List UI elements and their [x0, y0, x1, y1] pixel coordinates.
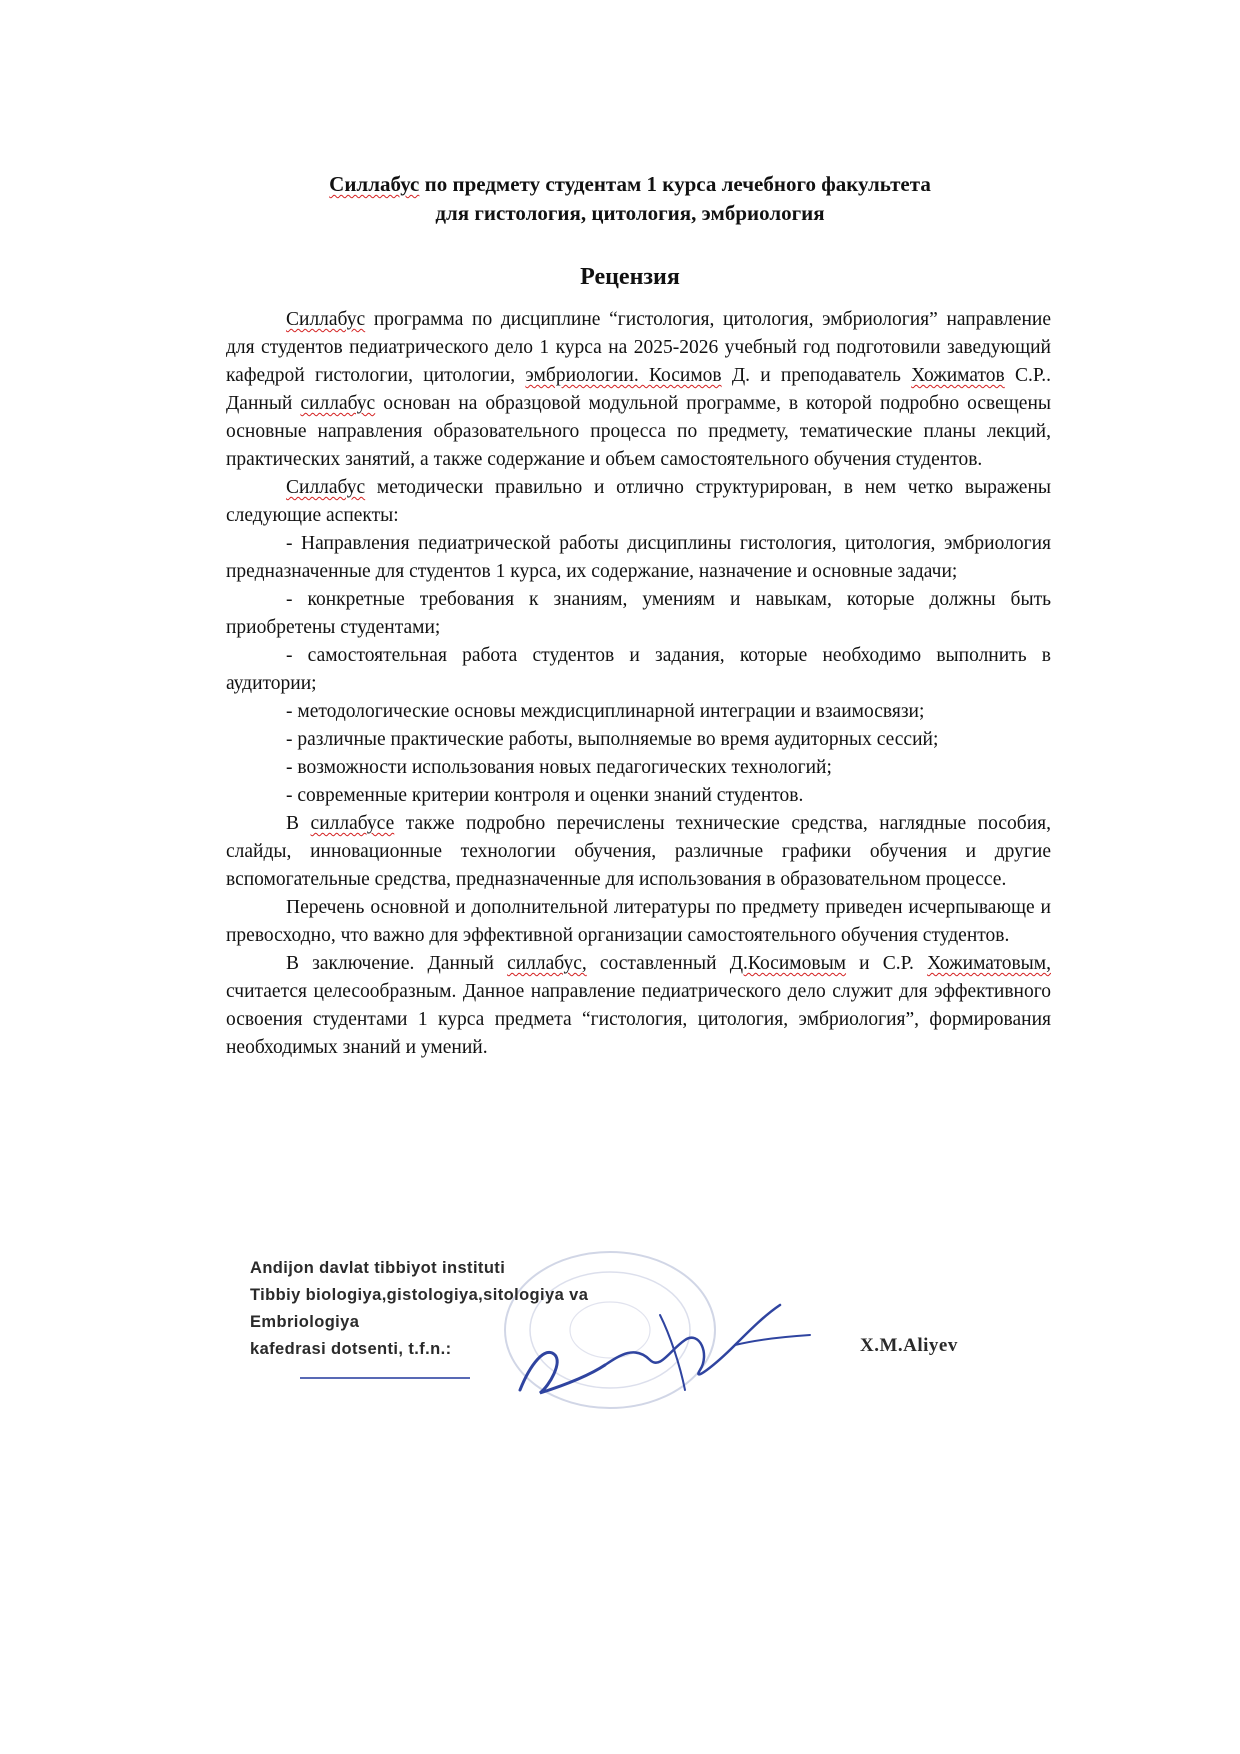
document-title [220, 170, 1040, 228]
p5-span-3: составленный [586, 953, 730, 974]
aspect-item: - конкретные требования к знаниям, умениям и навыкам, которые должны быть приобретены студентами; [226, 589, 1051, 638]
paragraph-2 [226, 474, 1051, 530]
p1-span-6: С.Р.. Данный [226, 365, 1052, 414]
paragraph-3 [226, 810, 1051, 894]
paragraph-4: Перечень основной и дополнительной литературы по предмету приведен исчерпывающе и превосходно, что важно для эффективной организации самостоятельного обучения студентов. [226, 897, 1051, 946]
p5-span-1: В заключение. Данный [286, 953, 508, 974]
signatory-line: Embriologiya [250, 1313, 360, 1331]
p3-span-2: силлабусе [310, 813, 395, 834]
review-body [226, 306, 1051, 1062]
p5-span-2: силлабус, [507, 953, 587, 974]
aspect-item: - Направления педиатрической работы дисциплины гистология, цитология, эмбриология предназначенные для студентов 1 курса, их содержание, назначение и основные задачи; [226, 533, 1051, 582]
aspect-item: - различные практические работы, выполняемые во время аудиторных сессий; [286, 729, 939, 750]
title-line-1-rest: по предмету студентам 1 курса лечебного факультета [419, 172, 931, 196]
p5-span-6: Хожиматовым, [927, 953, 1051, 974]
signatory-line: Tibbiy biologiya,gistologiya,sitologiya va [250, 1286, 589, 1304]
signature-underline [300, 1377, 470, 1379]
handwritten-signature-icon [510, 1295, 840, 1405]
p5-span-7: считается целесообразным. Данное направление педиатрического дело служит для эффективного освоения студентами 1 курса предмета “гистология, цитология, эмбриология”, формирования необходимых знаний и умений. [226, 981, 1051, 1058]
aspects-list [226, 530, 1051, 810]
p3-span-3: также подробно перечислены технические средства, наглядные пособия, слайды, инновационные технологии обучения, различные графики обучения и другие вспомогательные средства, предназначенные для использования в образовательном процессе. [226, 813, 1051, 890]
review-heading: Рецензия [580, 264, 680, 290]
p2-span-1: Силлабус [286, 477, 366, 498]
p1-span-5: Хожиматов [911, 365, 1005, 386]
p1-span-4: Д. и преподаватель [721, 365, 912, 386]
aspect-item: - современные критерии контроля и оценки знаний студентов. [286, 785, 804, 806]
signatory-name: X.M.Aliyev [860, 1335, 958, 1356]
signatory-line: kafedrasi dotsenti, t.f.n.: [250, 1340, 452, 1358]
paragraph-1 [226, 306, 1051, 474]
p1-span-7: силлабус [300, 393, 376, 414]
p5-span-4: Д.Косимовым [729, 953, 847, 974]
aspect-item: - методологические основы междисциплинарной интеграции и взаимосвязи; [286, 701, 925, 722]
signatory-line: Andijon davlat tibbiyot instituti [250, 1259, 506, 1277]
signature-block [250, 1255, 1050, 1425]
p2-span-2: методически правильно и отлично структурирован, в нем четко выражены следующие аспекты: [226, 477, 1051, 526]
aspect-item: - самостоятельная работа студентов и задания, которые необходимо выполнить в аудитории; [226, 645, 1051, 694]
title-line-1 [220, 170, 1040, 199]
paragraph-5 [226, 950, 1051, 1062]
p3-span-1: В [286, 813, 311, 834]
title-line-2: для гистология, цитология, эмбриология [435, 201, 825, 225]
p1-span-2: программа по дисциплине “гистология, цитология, эмбриология” направление для студентов педиатрического дело 1 курса на 2025-2026 учебный год подготовили заведующий кафедрой гистологии, цитологии, [226, 309, 1051, 386]
aspect-item: - возможности использования новых педагогических технологий; [286, 757, 832, 778]
p5-span-5: и С.Р. [846, 953, 928, 974]
p1-span-8: основан на образцовой модульной программе, в которой подробно освещены основные направления образовательного процесса по предмету, тематические планы лекций, практических занятий, а также содержание и объем самостоятельного обучения студентов. [226, 393, 1052, 470]
p1-span-1: Силлабус [286, 309, 366, 330]
p1-span-3: эмбриологии. Косимов [525, 365, 722, 386]
title-prefix-word: Силлабус [329, 172, 420, 196]
